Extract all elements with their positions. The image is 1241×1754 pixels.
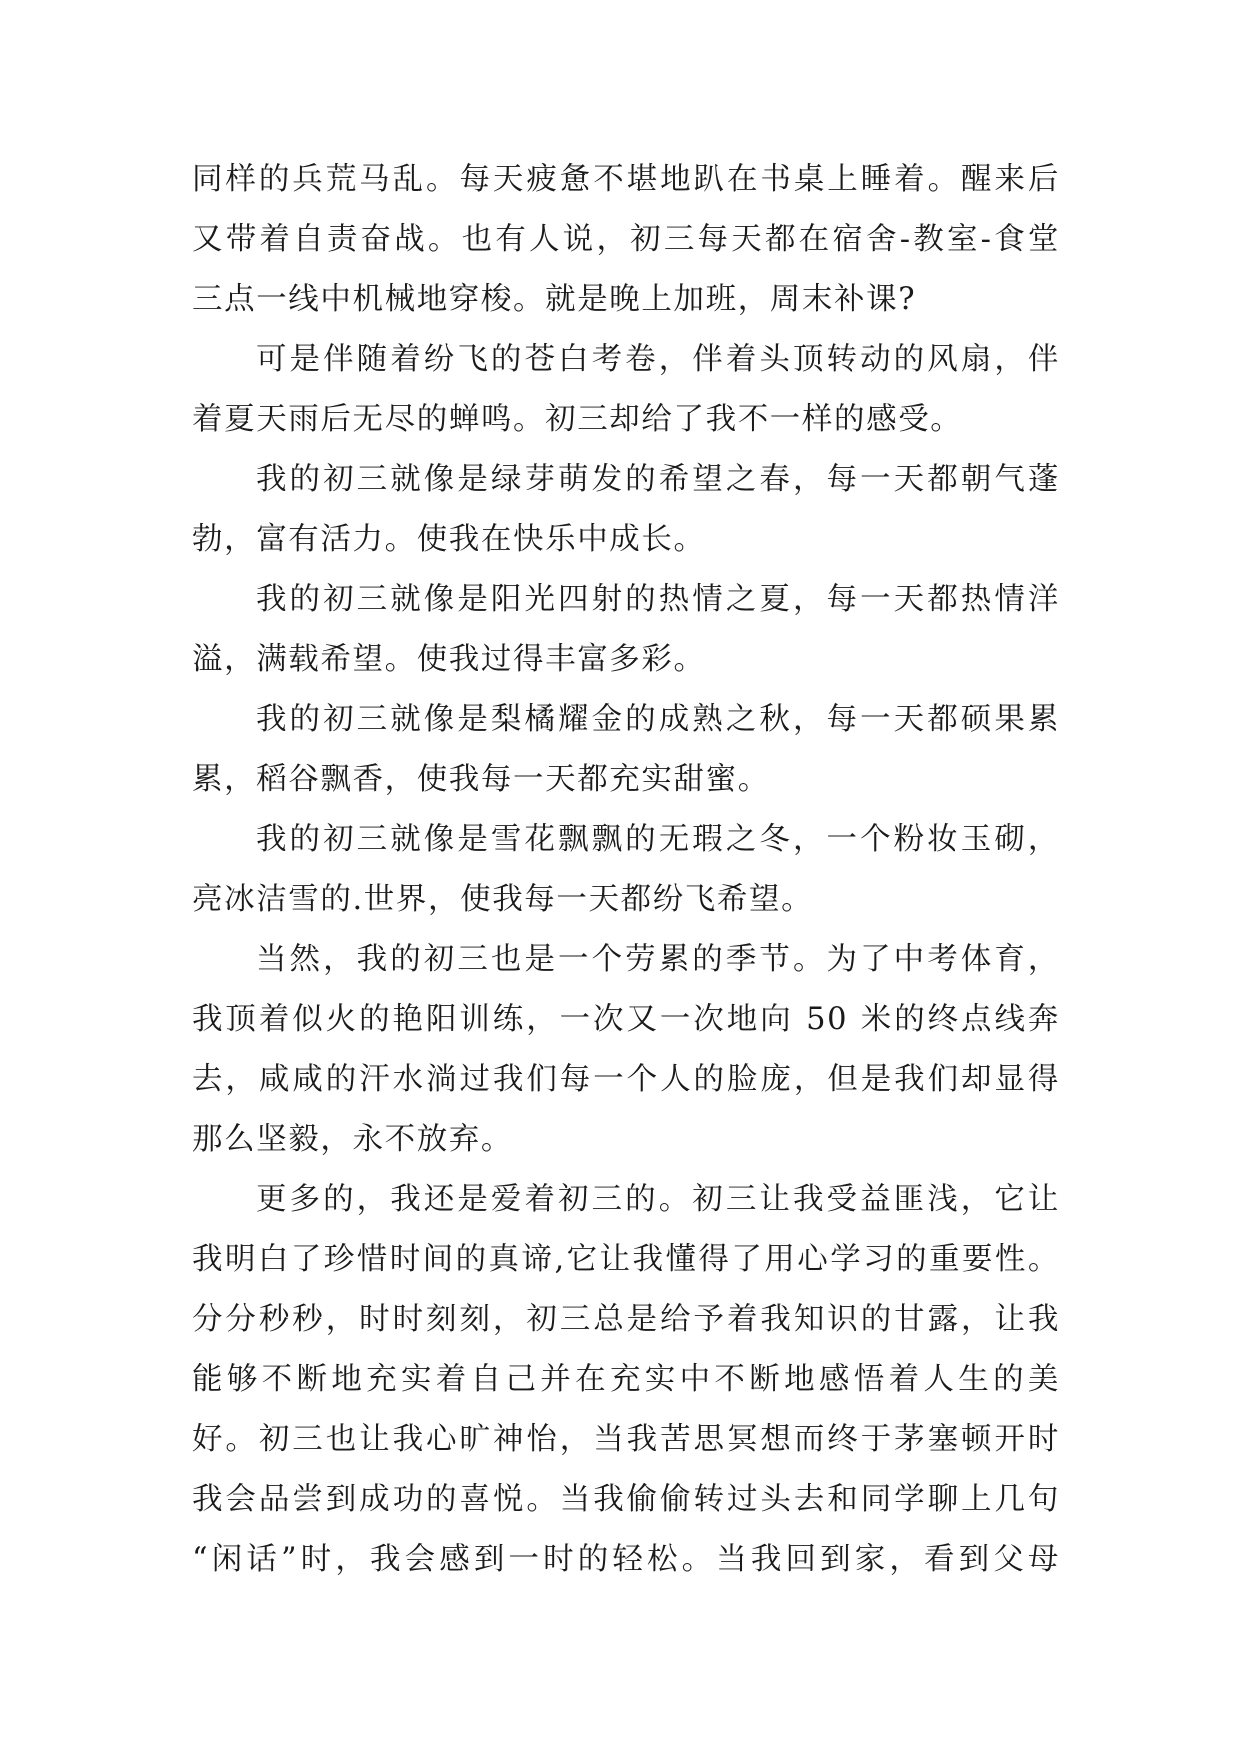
text-line: 着夏天雨后无尽的蝉鸣。初三却给了我不一样的感受。: [192, 402, 963, 437]
text-line: 我会品尝到成功的喜悦。当我偷偷转过头去和同学聊上几句: [192, 1482, 1060, 1517]
text-line: 三点一线中机械地穿梭。就是晚上加班，周末补课?: [192, 282, 917, 317]
text-line: 能够不断地充实着自己并在充实中不断地感悟着人生的美: [192, 1362, 1060, 1397]
text-line: 那么坚毅，永不放弃。: [192, 1122, 513, 1157]
text-line: 我的初三就像是雪花飘飘的无瑕之冬，一个粉妆玉砌，: [256, 822, 1060, 857]
text-line: 分分秒秒，时时刻刻，初三总是给予着我知识的甘露，让我: [192, 1302, 1060, 1337]
text-line: 勃，富有活力。使我在快乐中成长。: [192, 522, 706, 557]
text-line: 好。初三也让我心旷神怡，当我苦思冥想而终于茅塞顿开时: [192, 1422, 1060, 1457]
text-line: 我的初三就像是绿芽萌发的希望之春，每一天都朝气蓬: [256, 462, 1060, 497]
body-text: [192, 150, 1060, 1590]
text-line: 亮冰洁雪的.世界，使我每一天都纷飞希望。: [192, 882, 814, 917]
text-line: 我的初三就像是阳光四射的热情之夏，每一天都热情洋: [256, 582, 1060, 617]
text-line: 可是伴随着纷飞的苍白考卷，伴着头顶转动的风扇，伴: [256, 342, 1060, 377]
text-line: “闲话”时，我会感到一时的轻松。当我回到家，看到父母: [192, 1542, 1060, 1577]
text-line: 当然，我的初三也是一个劳累的季节。为了中考体育，: [256, 942, 1060, 977]
text-line: 同样的兵荒马乱。每天疲惫不堪地趴在书桌上睡着。醒来后: [192, 162, 1060, 197]
text-line: 我顶着似火的艳阳训练，一次又一次地向 50 米的终点线奔: [192, 1002, 1060, 1037]
text-line: 我明白了珍惜时间的真谛,它让我懂得了用心学习的重要性。: [192, 1242, 1060, 1277]
text-line: 又带着自责奋战。也有人说，初三每天都在宿舍-教室-食堂: [192, 222, 1060, 257]
text-line: 溢，满载希望。使我过得丰富多彩。: [192, 642, 706, 677]
text-line: 累，稻谷飘香，使我每一天都充实甜蜜。: [192, 762, 770, 797]
text-line: 我的初三就像是梨橘耀金的成熟之秋，每一天都硕果累: [256, 702, 1060, 737]
text-line: 去，咸咸的汗水淌过我们每一个人的脸庞，但是我们却显得: [192, 1062, 1060, 1097]
text-line: 更多的，我还是爱着初三的。初三让我受益匪浅，它让: [256, 1182, 1060, 1217]
